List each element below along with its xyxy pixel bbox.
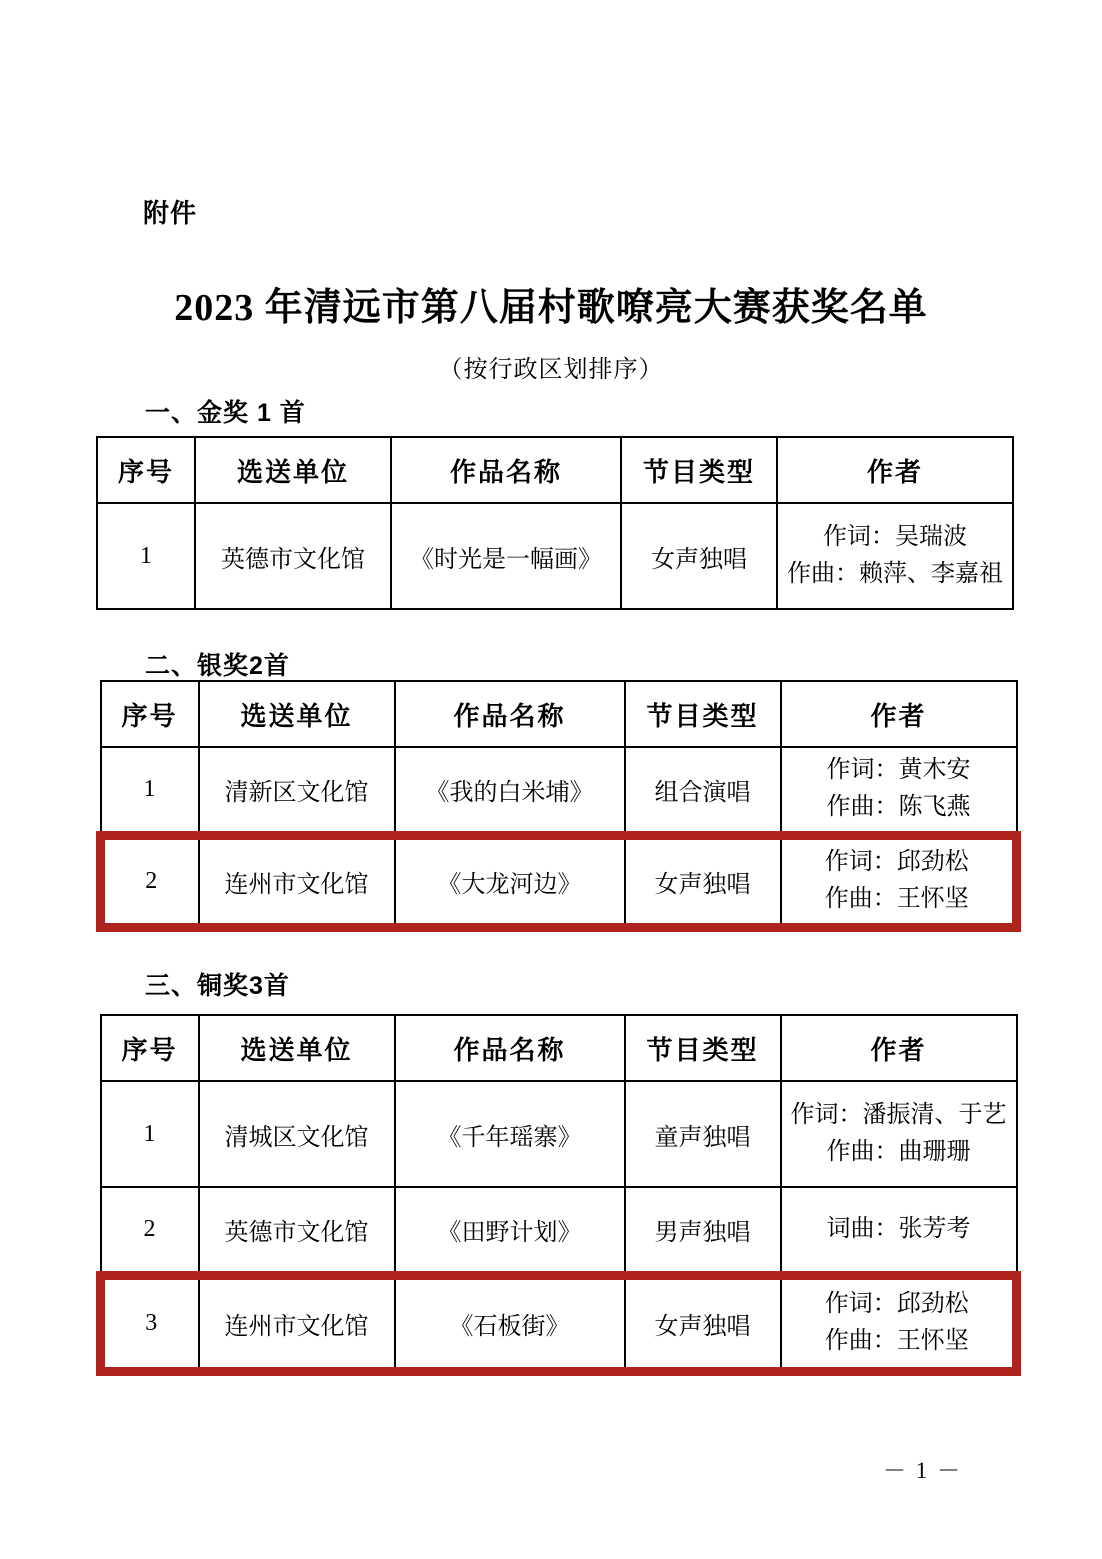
cell-unit: 清城区文化馆 [199,1081,395,1187]
column-header-unit: 选送单位 [195,437,391,503]
cell-unit: 英德市文化馆 [195,503,391,609]
awards-table-silver [96,680,1021,932]
cell-unit: 连州市文化馆 [199,1275,395,1371]
column-header-type: 节目类型 [625,681,781,747]
cell-no: 3 [101,1275,199,1371]
author-lyricist: 作词：潘振清、于艺 [790,1102,1007,1128]
cell-work: 《石板街》 [395,1275,625,1371]
header-row [97,437,1013,503]
attachment-label: 附件 [143,198,198,228]
author-composer: 作曲：王怀坚 [824,1328,969,1354]
cell-work: 《大龙河边》 [395,835,625,927]
column-header-unit: 选送单位 [199,681,395,747]
cell-author [781,1187,1017,1275]
table-row [97,503,1013,609]
table-row [101,1081,1017,1187]
cell-no: 1 [101,747,199,835]
cell-work: 《田野计划》 [395,1187,625,1275]
cell-author [781,1275,1017,1371]
table-row [101,1187,1017,1275]
column-header-work: 作品名称 [395,1015,625,1081]
author-lyricist: 作词：邱劲松 [824,1291,969,1317]
document-title: 2023 年清远市第八届村歌嘹亮大赛获奖名单 [174,287,928,329]
cell-type: 男声独唱 [625,1187,781,1275]
cell-type: 童声独唱 [625,1081,781,1187]
author-lyricist-composer: 词曲：张芳考 [826,1215,971,1242]
author-composer: 作曲：王怀坚 [824,886,969,912]
column-header-no: 序号 [97,437,195,503]
table-row-highlighted [101,1275,1017,1371]
author-lyricist: 作词：黄木安 [826,757,971,784]
author-composer: 作曲：陈飞燕 [826,794,971,821]
cell-unit: 英德市文化馆 [199,1187,395,1275]
section-heading-gold: 一、金奖 1 首 [145,399,306,427]
author-lyricist: 作词：邱劲松 [824,849,969,875]
cell-no: 2 [101,1187,199,1275]
cell-unit: 清新区文化馆 [199,747,395,835]
author-composer: 作曲：赖萍、李嘉祖 [787,561,1003,587]
column-header-author: 作者 [781,681,1017,747]
column-header-author: 作者 [781,1015,1017,1081]
cell-author [777,503,1013,609]
cell-author [781,835,1017,927]
cell-work: 《我的白米埔》 [395,747,625,835]
column-header-no: 序号 [101,1015,199,1081]
cell-type: 女声独唱 [621,503,777,609]
author-composer: 作曲：曲珊珊 [826,1139,971,1165]
cell-work: 《时光是一幅画》 [391,503,621,609]
document-subtitle: （按行政区划排序） [438,357,664,383]
cell-work: 《千年瑶寨》 [395,1081,625,1187]
cell-no: 1 [97,503,195,609]
cell-type: 女声独唱 [625,835,781,927]
awards-table-gold [96,436,1014,610]
column-header-work: 作品名称 [391,437,621,503]
cell-author [781,1081,1017,1187]
cell-type: 组合演唱 [625,747,781,835]
column-header-author: 作者 [777,437,1013,503]
cell-unit: 连州市文化馆 [199,835,395,927]
author-lyricist: 作词：吴瑞波 [823,524,967,550]
column-header-work: 作品名称 [395,681,625,747]
cell-type: 女声独唱 [625,1275,781,1371]
column-header-type: 节目类型 [621,437,777,503]
table-row-highlighted [101,835,1017,927]
cell-no: 2 [101,835,199,927]
header-row [101,681,1017,747]
table-row [101,747,1017,835]
cell-author [781,747,1017,835]
column-header-no: 序号 [101,681,199,747]
cell-no: 1 [101,1081,199,1187]
column-header-unit: 选送单位 [199,1015,395,1081]
section-heading-bronze: 三、铜奖3首 [145,972,290,1000]
header-row [101,1015,1017,1081]
section-heading-silver: 二、银奖2首 [145,652,290,680]
awards-table-bronze [96,1014,1021,1376]
column-header-type: 节目类型 [625,1015,781,1081]
page-number: － 1 － [883,1458,962,1483]
